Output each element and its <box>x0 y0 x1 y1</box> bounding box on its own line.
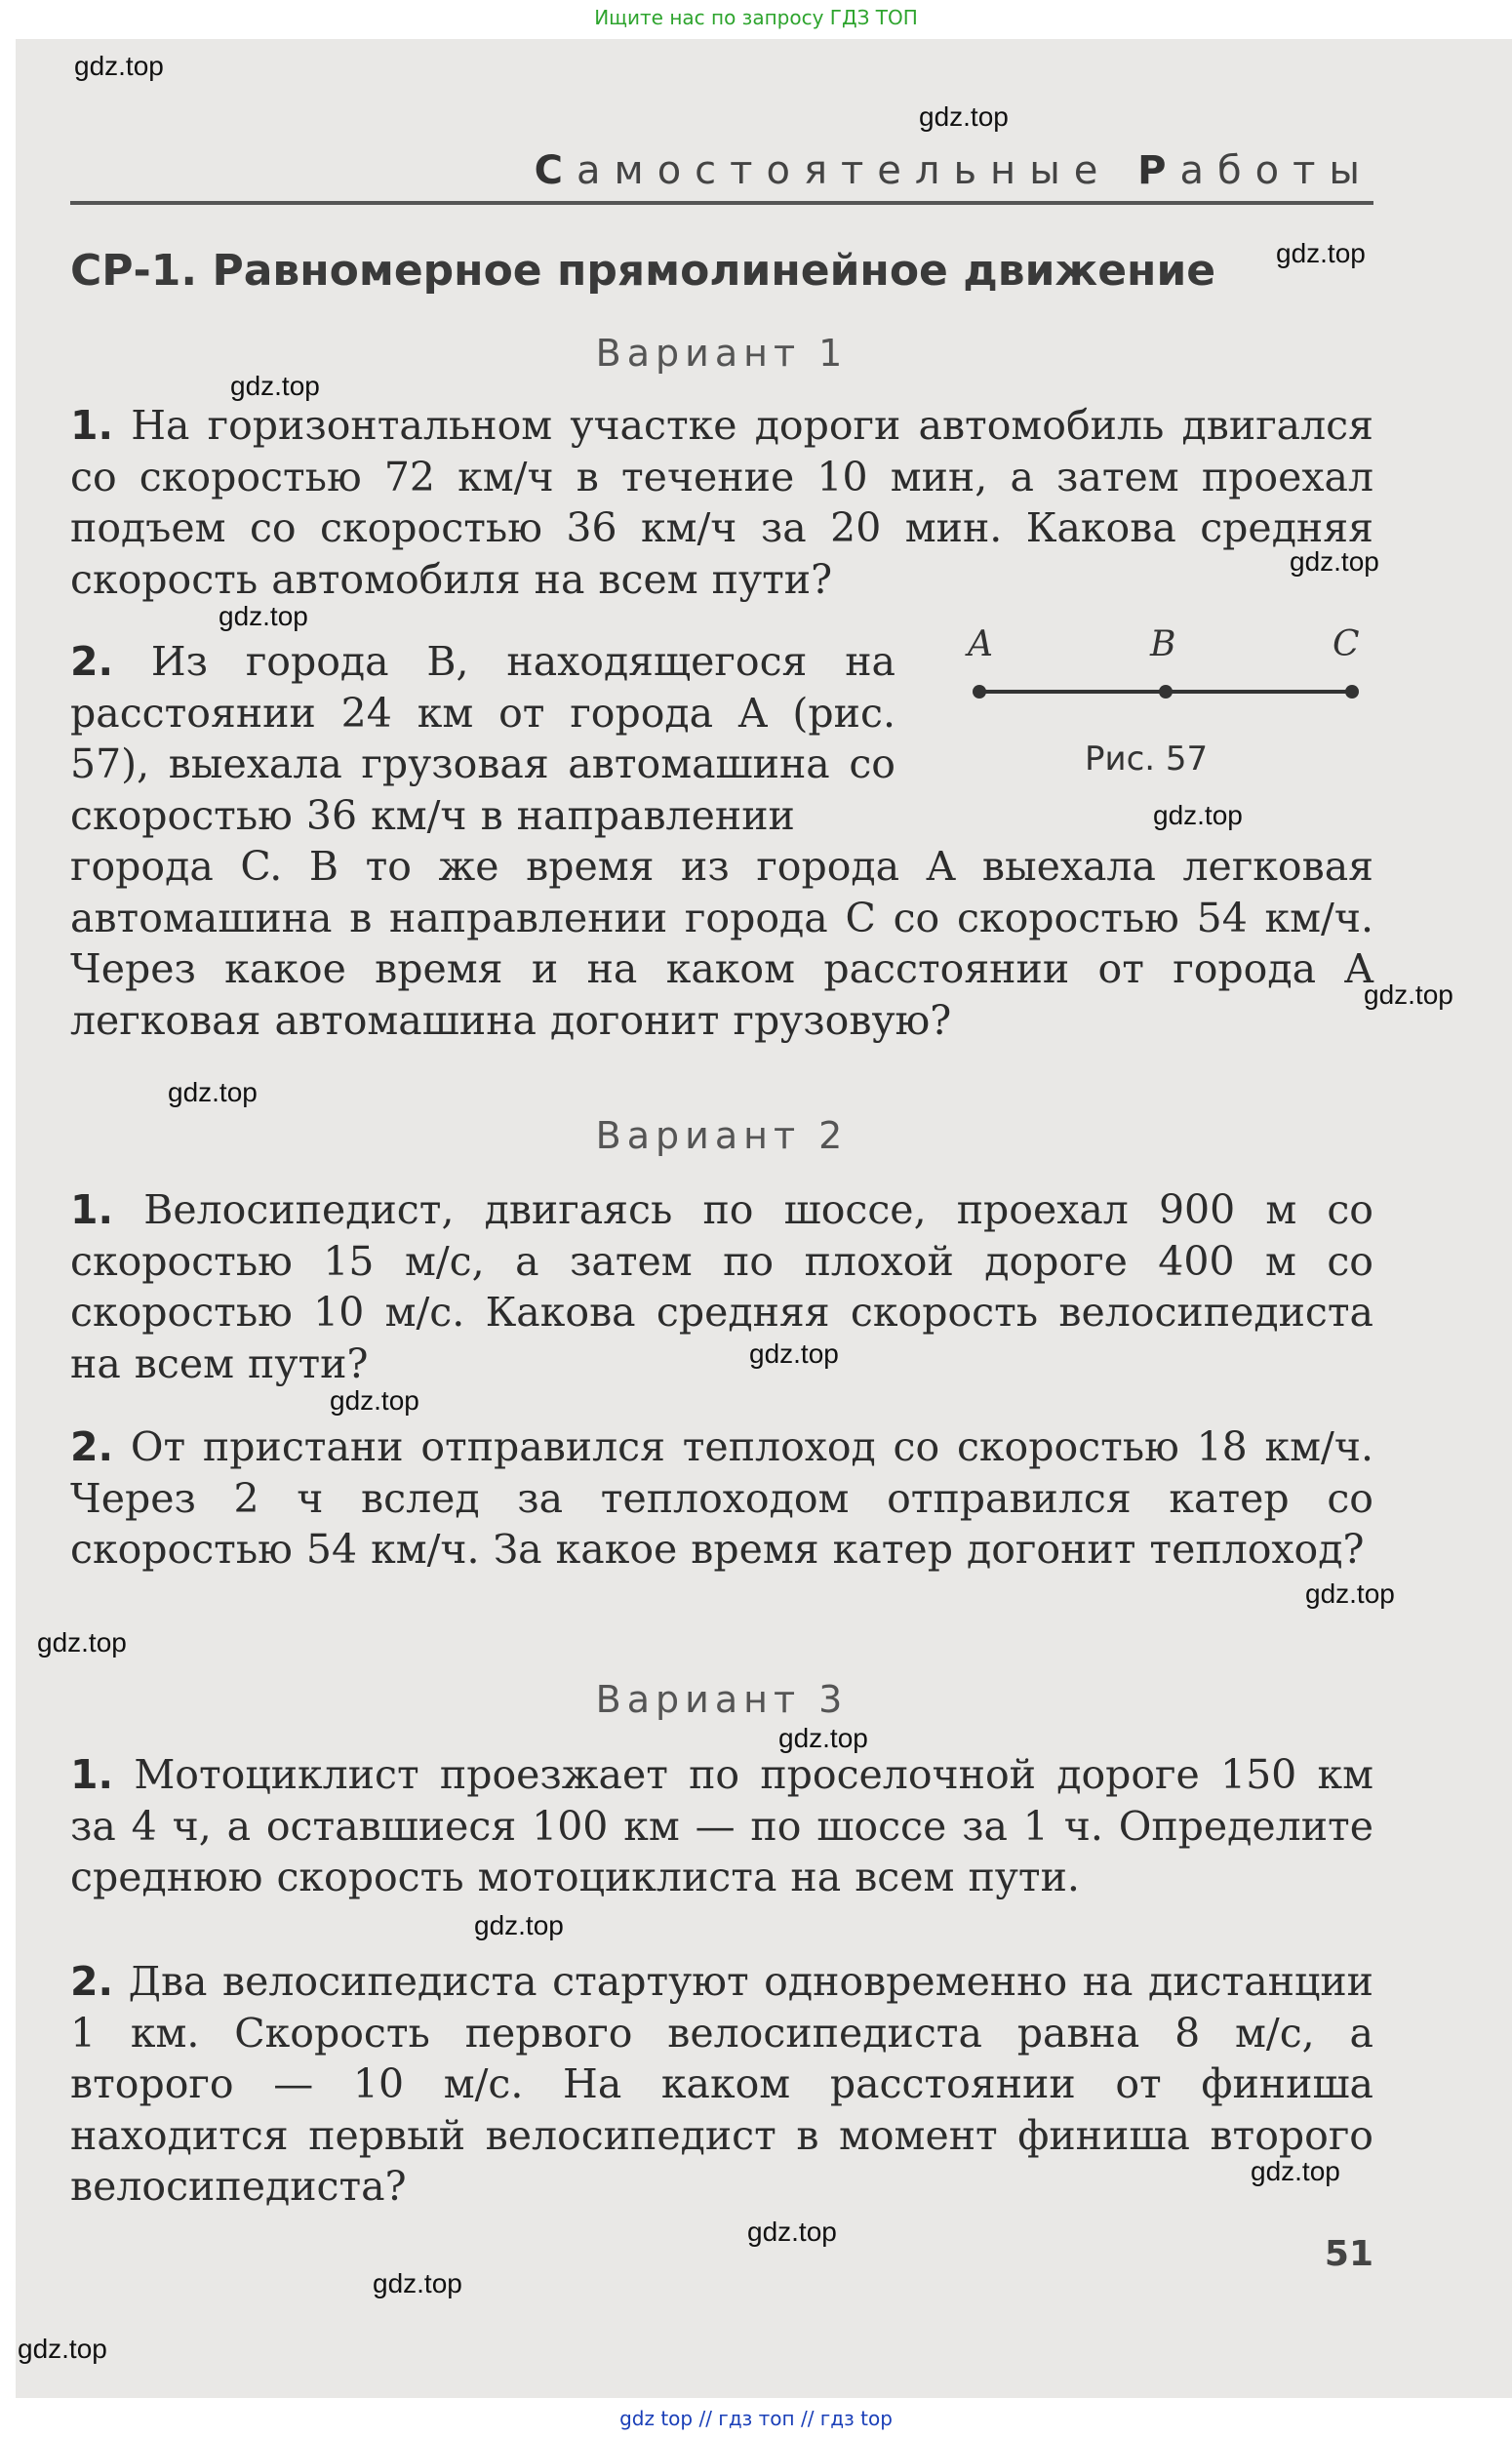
variant-3-heading: Вариант 3 <box>595 1678 849 1721</box>
watermark: gdz.top <box>1276 238 1366 268</box>
figure-caption: Рис. 57 <box>1085 739 1209 779</box>
point-label-a: A <box>968 624 993 664</box>
bottom-banner[interactable]: gdz top // гдз топ // гдз top <box>619 2407 893 2430</box>
point-a-dot <box>973 685 986 699</box>
problem-text: Мотоциклист проезжает по проселочной дороге 150 км за 4 ч, а оставшиеся 100 км — по шоссе за 1 ч. Определите среднюю скорость мотоциклиста на всем пути. <box>70 1751 1373 1900</box>
point-b-dot <box>1159 685 1173 699</box>
problem-1-2-part-b: города C. В то же время из города A выехала легковая автомашина в направлении города C со скоростью 54 км/ч. Через какое время и на каком расстоянии от города A легковая автомашина догонит грузовую? <box>70 843 1373 1044</box>
watermark: gdz.top <box>373 2268 462 2298</box>
point-label-c: C <box>1333 624 1360 664</box>
problem-3-1 <box>70 1749 1373 1903</box>
problem-2-2 <box>70 1421 1373 1576</box>
header-rest-1: амостоятельные <box>577 148 1138 193</box>
header-rest-2: аботы <box>1179 148 1373 193</box>
top-banner[interactable]: Ищите нас по запросу ГДЗ ТОП <box>594 6 918 29</box>
watermark: gdz.top <box>474 1910 564 1940</box>
watermark: gdz.top <box>1251 2156 1340 2186</box>
watermark: gdz.top <box>230 371 320 401</box>
page-number: 51 <box>1324 2234 1373 2274</box>
watermark: gdz.top <box>168 1077 258 1107</box>
problem-text: От пристани отправился теплоход со скоростью 18 км/ч. Через 2 ч вслед за теплоходом отправился катер со скоростью 54 км/ч. За какое время катер догонит теплоход? <box>70 1423 1373 1573</box>
problem-text: На горизонтальном участке дороги автомобиль двигался со скоростью 72 км/ч в течение 10 мин, а затем проехал подъем со скоростью 36 км/ч за 20 мин. Какова средняя скорость автомобиля на всем пути? <box>70 402 1373 603</box>
watermark: gdz.top <box>37 1627 127 1658</box>
problem-text: Два велосипедиста стартуют одновременно на дистанции 1 км. Скорость первого велосипедиста равна 8 м/с, а второго — 10 м/с. На каком расстоянии от финиша находится первый велосипедист в момент финиша второго велосипедиста? <box>70 1958 1373 2210</box>
watermark: gdz.top <box>778 1723 868 1753</box>
watermark: gdz.top <box>1153 800 1243 830</box>
watermark: gdz.top <box>749 1338 839 1369</box>
header-cap-1: С <box>534 148 577 193</box>
point-c-dot <box>1345 685 1359 699</box>
problem-text: Из города B, находящегося на расстоянии 24 км от города A (рис. 57), выехала грузовая автомашина со скоростью 36 км/ч в направлении <box>70 638 895 839</box>
header-rule <box>70 201 1373 205</box>
variant-2-heading: Вариант 2 <box>595 1114 849 1157</box>
watermark: gdz.top <box>219 601 308 631</box>
watermark: gdz.top <box>747 2217 837 2247</box>
point-label-b: B <box>1150 624 1176 664</box>
watermark: gdz.top <box>330 1385 419 1416</box>
problem-3-2 <box>70 1956 1373 2213</box>
problem-number: 1. <box>70 402 114 449</box>
problem-number: 1. <box>70 1751 114 1798</box>
variant-1-heading: Вариант 1 <box>595 332 849 375</box>
watermark: gdz.top <box>1305 1578 1395 1609</box>
watermark: gdz.top <box>1364 979 1453 1010</box>
header-cap-2: Р <box>1137 148 1180 193</box>
problem-1-1 <box>70 400 1373 605</box>
watermark: gdz.top <box>919 101 1009 132</box>
running-header <box>535 148 1373 193</box>
problem-2-1 <box>70 1184 1373 1389</box>
problem-1-2-part-a <box>70 636 895 841</box>
watermark: gdz.top <box>1290 546 1379 577</box>
problem-number: 1. <box>70 1186 114 1233</box>
watermark: gdz.top <box>18 2334 107 2364</box>
watermark: gdz.top <box>74 51 164 81</box>
problem-text: Велосипедист, двигаясь по шоссе, проехал 900 м со скоростью 15 м/с, а затем по плохой дороге 400 м со скоростью 10 м/с. Какова средняя скорость велосипедиста на всем пути? <box>70 1186 1373 1387</box>
section-title: СР-1. Равномерное прямолинейное движение <box>70 246 1216 296</box>
problem-number: 2. <box>70 1423 114 1470</box>
problem-number: 2. <box>70 1958 114 2005</box>
problem-number: 2. <box>70 638 114 685</box>
